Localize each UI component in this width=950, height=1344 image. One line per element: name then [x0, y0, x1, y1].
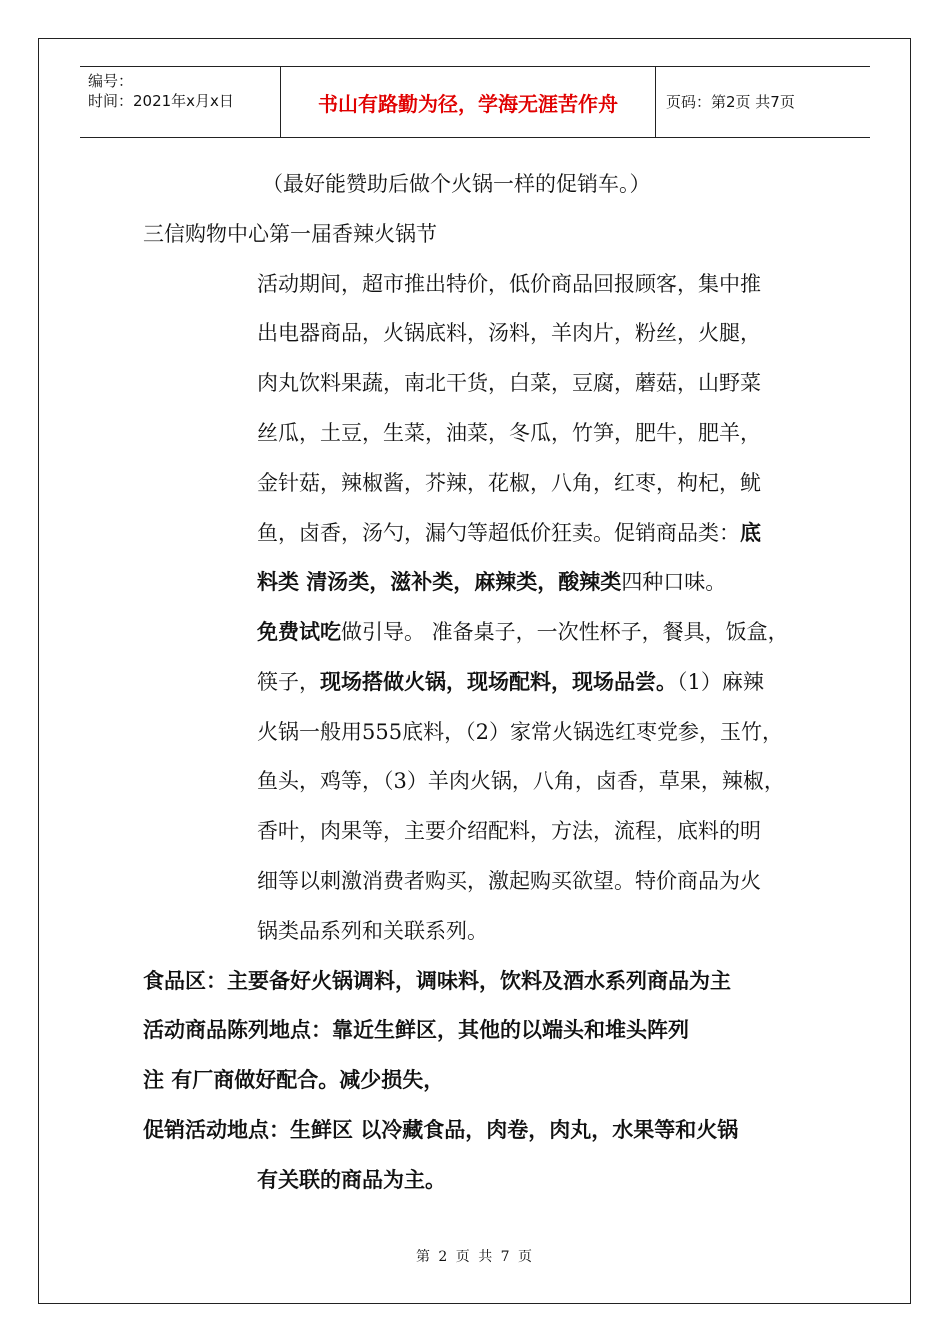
para1-line6 [257, 520, 761, 546]
page-footer: 第 2 页 共 7 页 [415, 1249, 535, 1265]
para2-line2-bold: 现场搭做火锅，现场配料，现场品尝。 [320, 669, 677, 694]
para2-line4: 鱼头，鸡等，（3）羊肉火锅，八角，卤香，草果，辣椒， [257, 769, 785, 793]
para1-line7-bold: 料类 清汤类，滋补类，麻辣类，酸辣类 [257, 569, 622, 594]
section-title: 三信购物中心第一届香辣火锅节 [143, 222, 437, 246]
para1-line3: 肉丸饮料果蔬，南北干货，白菜，豆腐，蘑菇，山野菜 [257, 371, 761, 395]
header-meta [88, 71, 234, 111]
header-page-info: 页码：第2页 共7页 [666, 93, 795, 111]
para2-line3: 火锅一般用555底料，（2）家常火锅选红枣党参，玉竹， [257, 720, 783, 744]
header-motto: 书山有路勤为径，学海无涯苦作舟 [280, 67, 656, 137]
para1-line1: 活动期间，超市推出特价，低价商品回报顾客，集中推 [257, 272, 761, 296]
para2-line6: 细等以刺激消费者购买，激起购买欲望。特价商品为火 [257, 869, 761, 893]
para1-line6-bold: 底 [740, 520, 761, 545]
time-label: 时间：2021年x月x日 [88, 92, 234, 110]
para2-line2-text-b: （1）麻辣 [677, 670, 764, 694]
para1-line5: 金针菇，辣椒酱，芥辣，花椒，八角，红枣，枸杞，鱿 [257, 471, 761, 495]
para2-line2-text-a: 筷子， [257, 670, 320, 694]
promo-location-line2: 有关联的商品为主。 [257, 1167, 446, 1192]
para2-line7: 锅类品系列和关联系列。 [257, 919, 488, 943]
para1-line7 [257, 569, 726, 595]
para2-line1-bold: 免费试吃 [257, 619, 341, 644]
number-label: 编号： [88, 72, 134, 90]
header-table [80, 66, 870, 138]
display-location: 活动商品陈列地点：靠近生鲜区，其他的以端头和堆头阵列 [143, 1017, 689, 1042]
para2-line1 [257, 619, 789, 645]
promo-location-line1: 促销活动地点：生鲜区 以冷藏食品，肉卷，肉丸，水果等和火锅 [143, 1117, 739, 1142]
para1-line4: 丝瓜，土豆，生菜，油菜，冬瓜，竹笋，肥牛，肥羊， [257, 421, 761, 445]
para1-line7-text: 四种口味。 [621, 570, 727, 594]
para2-line5: 香叶，肉果等，主要介绍配料，方法，流程，底料的明 [257, 819, 761, 843]
para2-line1-text: 做引导。 准备桌子，一次性杯子，餐具，饭盒， [341, 620, 789, 644]
note: 注 有厂商做好配合。减少损失， [143, 1067, 445, 1092]
para1-line2: 出电器商品，火锅底料，汤料，羊肉片，粉丝，火腿， [257, 321, 761, 345]
intro-note: （最好能赞助后做个火锅一样的促销车。） [262, 172, 651, 196]
para1-line6-text: 鱼，卤香，汤勺，漏勺等超低价狂卖。促销商品类： [257, 521, 740, 545]
para2-line2 [257, 669, 764, 695]
food-area: 食品区：主要备好火锅调料，调味料，饮料及酒水系列商品为主 [143, 968, 731, 993]
